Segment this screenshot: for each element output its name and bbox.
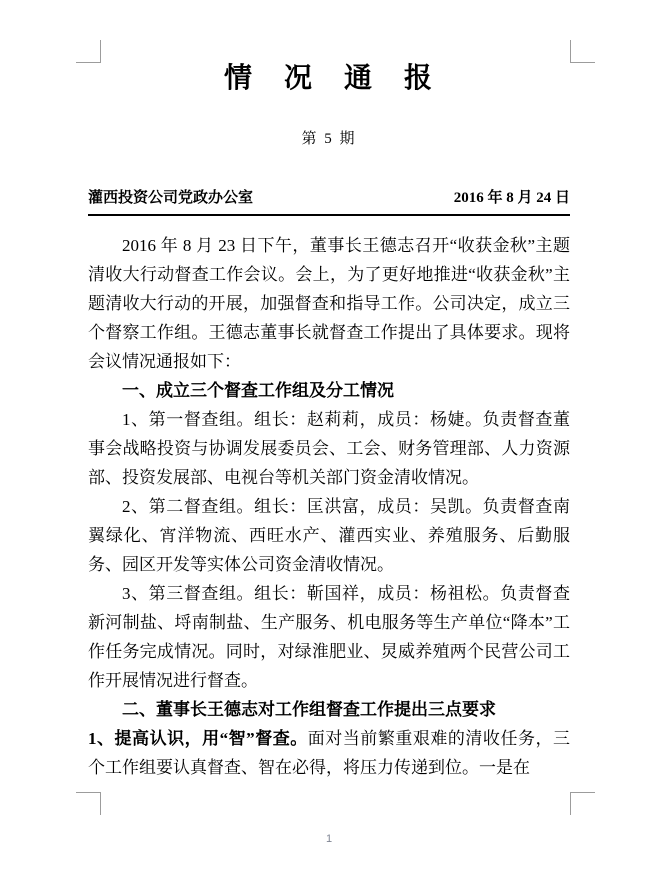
- issuing-org: 灌西投资公司党政办公室: [88, 190, 254, 206]
- section-heading-2: 二、董事长王德志对工作组督查工作提出三点要求: [122, 700, 496, 719]
- document-header: [88, 186, 570, 216]
- requirement-1-lead: 1、提高认识，用“智”督查。: [88, 729, 308, 748]
- document-title: 情 况 通 报: [223, 63, 434, 94]
- section-heading-1: 一、成立三个督查工作组及分工情况: [122, 381, 394, 400]
- crop-mark-top-right: [570, 40, 595, 63]
- paragraph-intro: 2016 年 8 月 23 日下午，董事长王德志召开“收获金秋”主题清收大行动督查工作会议。会上，为了更好地推进“收获金秋”主题清收大行动的开展，加强督查和指导工作。公司决定，成立三个督察工作组。王德志董事长就督查工作提出了具体要求。现将会议情况通报如下：: [88, 236, 570, 371]
- issue-number: 第 5 期: [301, 131, 357, 147]
- paragraph-requirement-1: [88, 724, 570, 782]
- crop-mark-bottom-left: [76, 792, 101, 815]
- issue-date: 2016 年 8 月 24 日: [453, 190, 570, 206]
- document-body: [88, 231, 570, 782]
- page-number: 1: [325, 833, 333, 845]
- paragraph-group-1: 1、第一督查组。组长：赵莉莉，成员：杨婕。负责督查董事会战略投资与协调发展委员会、工会、财务管理部、人力资源部、投资发展部、电视台等机关部门资金清收情况。: [88, 410, 570, 487]
- requirement-1-text: 面对当前繁重艰难的清收任务，三个工作组要认真督查、智在必得，将压力传递到位。一是在: [88, 729, 570, 777]
- crop-mark-bottom-right: [570, 792, 595, 815]
- paragraph-group-2: 2、第二督查组。组长：匡洪富，成员：吴凯。负责督查南翼绿化、宵洋物流、西旺水产、灌西实业、养殖服务、后勤服务、园区开发等实体公司资金清收情况。: [88, 497, 570, 574]
- paragraph-group-3: 3、第三督查组。组长：靳国祥，成员：杨祖松。负责督查新河制盐、埒南制盐、生产服务、机电服务等生产单位“降本”工作任务完成情况。同时，对绿淮肥业、炅威养殖两个民营公司工作开展情况进行督查。: [88, 584, 570, 690]
